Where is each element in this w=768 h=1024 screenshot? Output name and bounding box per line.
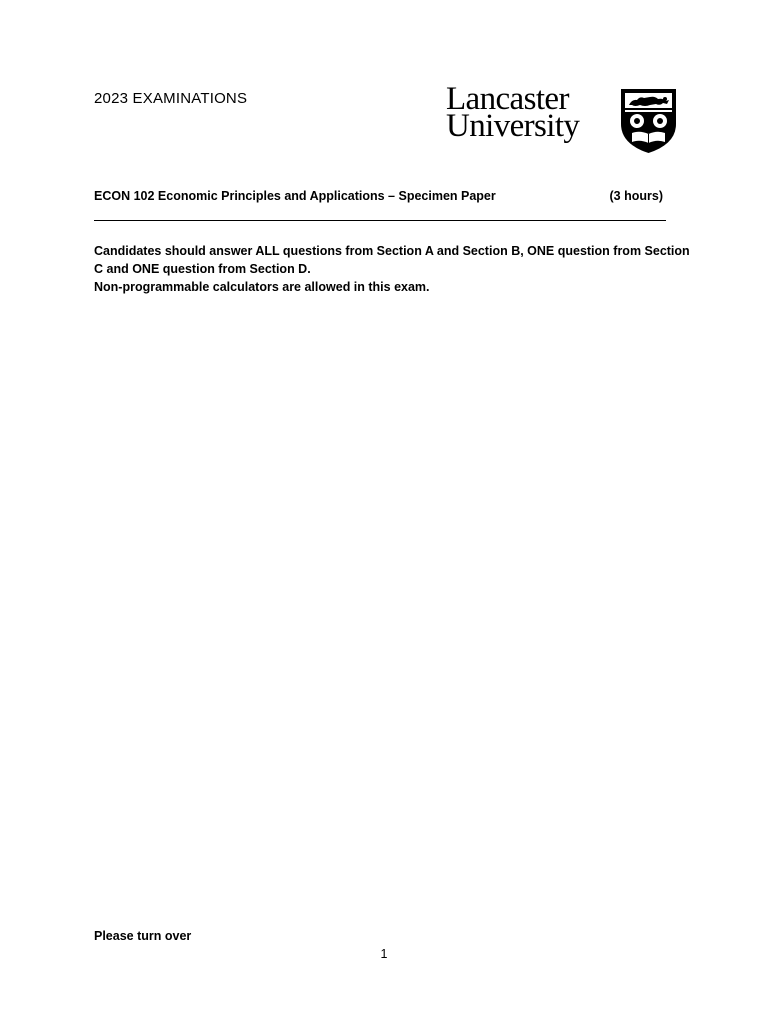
candidate-instructions xyxy=(94,242,694,296)
instruction-calculators: Non-programmable calculators are allowed in this exam. xyxy=(94,280,430,294)
logo-wordmark xyxy=(446,81,616,144)
page-number: 1 xyxy=(380,947,388,961)
university-crest-icon xyxy=(620,88,677,154)
paper-title: ECON 102 Economic Principles and Applications – Specimen Paper xyxy=(94,189,496,203)
logo-wordmark-line2: University xyxy=(446,108,580,144)
paper-duration: (3 hours) xyxy=(609,189,663,203)
please-turn-over-note: Please turn over xyxy=(94,929,192,943)
instruction-answer-sections: Candidates should answer ALL questions from Section A and Section B, ONE question from Section C and ONE question from Section D. xyxy=(94,244,690,276)
exam-year-heading: 2023 EXAMINATIONS xyxy=(94,90,248,107)
lancaster-university-logo xyxy=(446,81,678,156)
paper-title-row xyxy=(94,189,666,203)
title-underline-divider xyxy=(94,220,666,221)
logo-wordmark-line1: Lancaster xyxy=(446,81,569,117)
